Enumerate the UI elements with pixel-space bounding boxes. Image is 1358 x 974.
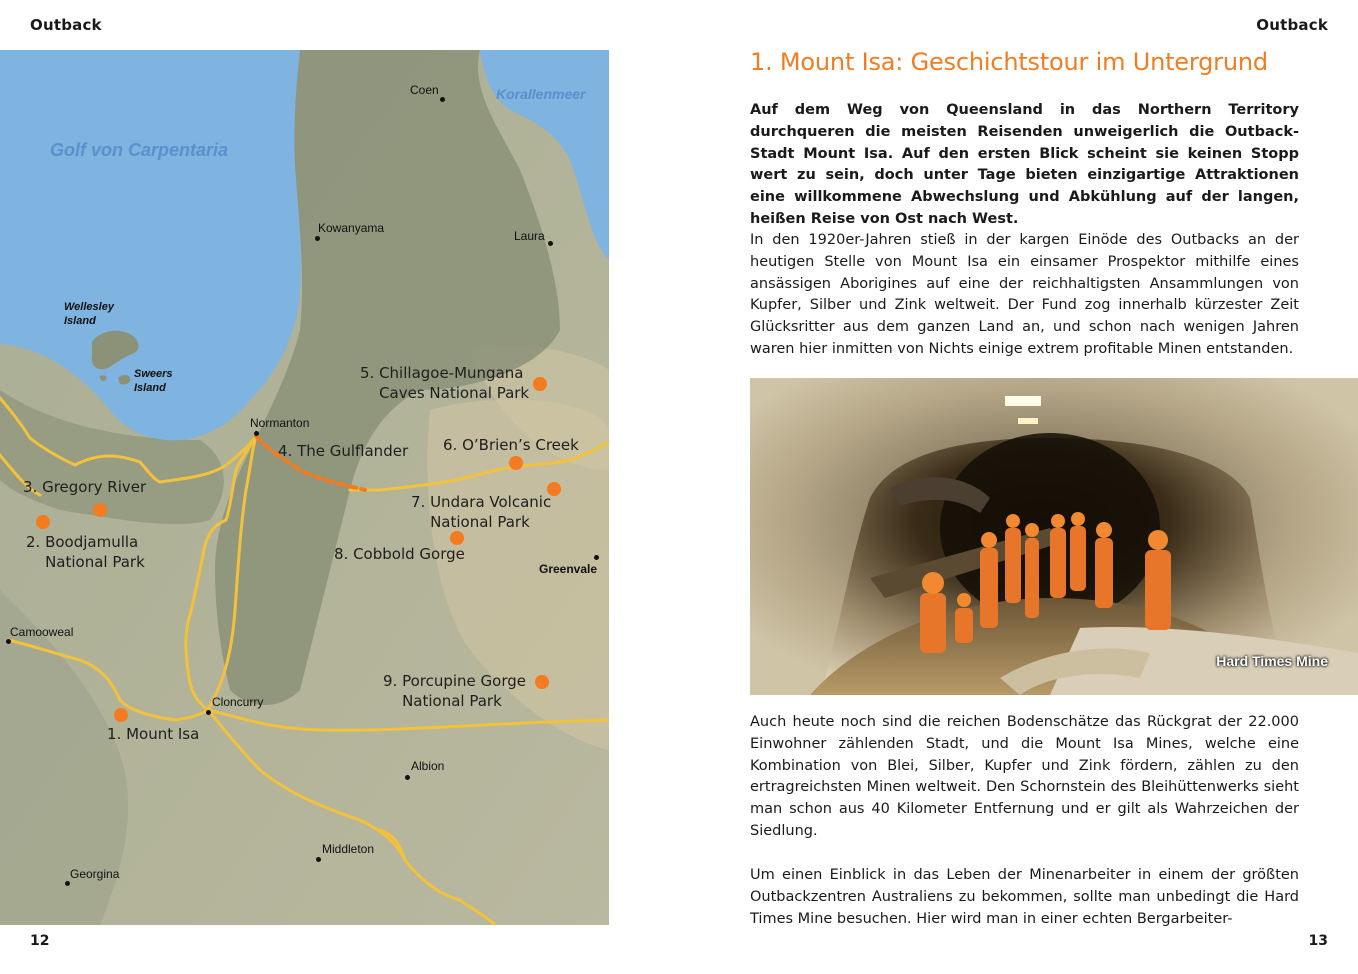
poi-label-porcupine-gorge: 9. Porcupine Gorge National Park — [383, 672, 527, 710]
mine-photo — [750, 378, 1358, 695]
running-head-left: Outback — [30, 16, 102, 34]
poi-label-mount-isa: 1. Mount Isa — [107, 725, 200, 743]
poi-marker-cobbold-gorge[interactable] — [450, 531, 464, 545]
town-coen: Coen — [410, 83, 439, 97]
poi-marker-gregory-river[interactable] — [93, 503, 107, 517]
poi-label-boodjamulla: 2. Boodjamulla National Park — [26, 533, 145, 571]
town-marker — [254, 431, 259, 436]
town-marker — [316, 857, 321, 862]
photo-caption: Hard Times Mine — [1216, 653, 1328, 669]
town-marker — [440, 97, 445, 102]
town-normanton: Normanton — [250, 416, 310, 430]
coral-sea-label: Korallenmeer — [496, 86, 586, 102]
town-marker — [206, 710, 211, 715]
town-kowanyama: Kowanyama — [318, 221, 385, 235]
wellesley-island-label: Wellesley Island — [64, 301, 114, 327]
running-head-right: Outback — [1256, 16, 1328, 34]
poi-label-cobbold-gorge: 8. Cobbold Gorge — [334, 545, 465, 563]
town-cloncurry: Cloncurry — [212, 695, 264, 709]
page-number-right: 13 — [1308, 933, 1328, 949]
town-middleton: Middleton — [322, 842, 375, 856]
town-greenvale: Greenvale — [539, 562, 598, 576]
town-marker — [315, 236, 320, 241]
lead-paragraph: Auf dem Weg von Queensland in das Northern Territory durchqueren die meisten Reisenden unweigerlich die Outback-Stadt Mount Isa. Auf den ersten Blick scheint sie keinen Stopp wert zu sein, doch unter Tage bieten einzigartige Attraktionen eine willkommene Abwechslung und Abkühlung auf der langen, heißen Reise von Ost nach West. — [750, 102, 1299, 227]
poi-marker-boodjamulla[interactable] — [36, 515, 50, 529]
town-marker — [65, 881, 70, 886]
body-paragraph-3: Um einen Einblick in das Leben der Minenarbeiter in einem der größten Outbackzentren Australiens zu bekommen, sollte man unbedingt die Hard Times Mine besuchen. Hier wird man in einer echten Bergarbeiter- — [750, 867, 1299, 927]
town-camooweal: Camooweal — [10, 625, 74, 639]
poi-marker-porcupine-gorge[interactable] — [535, 675, 549, 689]
poi-label-gregory-river: 3. Gregory River — [23, 478, 147, 496]
town-albion: Albion — [411, 759, 445, 773]
body-paragraph-1: In den 1920er-Jahren stieß in der kargen Einöde des Outbacks an der heutigen Stelle von Mount Isa ein einsamer Prospektor mithilfe eines ansässigen Aborigines auf eine der reichhaltigsten Ansammlungen von Kupfer, Silber und Zink weltweit. Der Fund zog innerhalb kürzester Zeit Glücksritter aus dem ganzen Land an, und schon nach wenigen Jahren waren hier inmitten von Nichts einige extrem profitable Minen entstanden. — [750, 232, 1299, 357]
poi-marker-mount-isa[interactable] — [114, 708, 128, 722]
mine-tunnel-image — [750, 378, 1358, 695]
sweers-island-label: Sweers Island — [134, 368, 173, 394]
poi-marker-obriens-creek[interactable] — [509, 456, 523, 470]
town-marker — [548, 241, 553, 246]
body-paragraph-2: Auch heute noch sind die reichen Bodenschätze das Rückgrat der 22.000 Einwohner zählenden Stadt, und die Mount Isa Mines, welche eine Kombination von Blei, Silber, Kupfer und Zink fördern, zählen zu den ertragreichsten Minen weltweit. Den Schornstein des Bleihüttenwerks sieht man schon aus 40 Kilometer Entfernung und er gilt als Wahrzeichen der Siedlung. — [750, 714, 1299, 839]
page-number-left: 12 — [30, 933, 50, 949]
poi-label-obriens-creek: 6. O’Brien’s Creek — [443, 436, 579, 454]
article-title: 1. Mount Isa: Geschichtstour im Untergrund — [750, 48, 1268, 76]
poi-label-undara: 7. Undara Volcanic National Park — [411, 493, 552, 531]
poi-marker-chillagoe[interactable] — [533, 377, 547, 391]
town-marker — [594, 555, 599, 560]
article-header — [750, 48, 1299, 76]
town-georgina: Georgina — [70, 867, 120, 881]
poi-label-gulflander: 4. The Gulflander — [278, 442, 409, 460]
town-marker — [405, 775, 410, 780]
poi-label-chillagoe: 5. Chillagoe-Mungana Caves National Park — [360, 364, 530, 402]
gulf-label: Golf von Carpentaria — [50, 140, 229, 160]
town-marker — [6, 639, 11, 644]
region-map — [0, 50, 609, 925]
town-laura: Laura — [514, 229, 545, 243]
